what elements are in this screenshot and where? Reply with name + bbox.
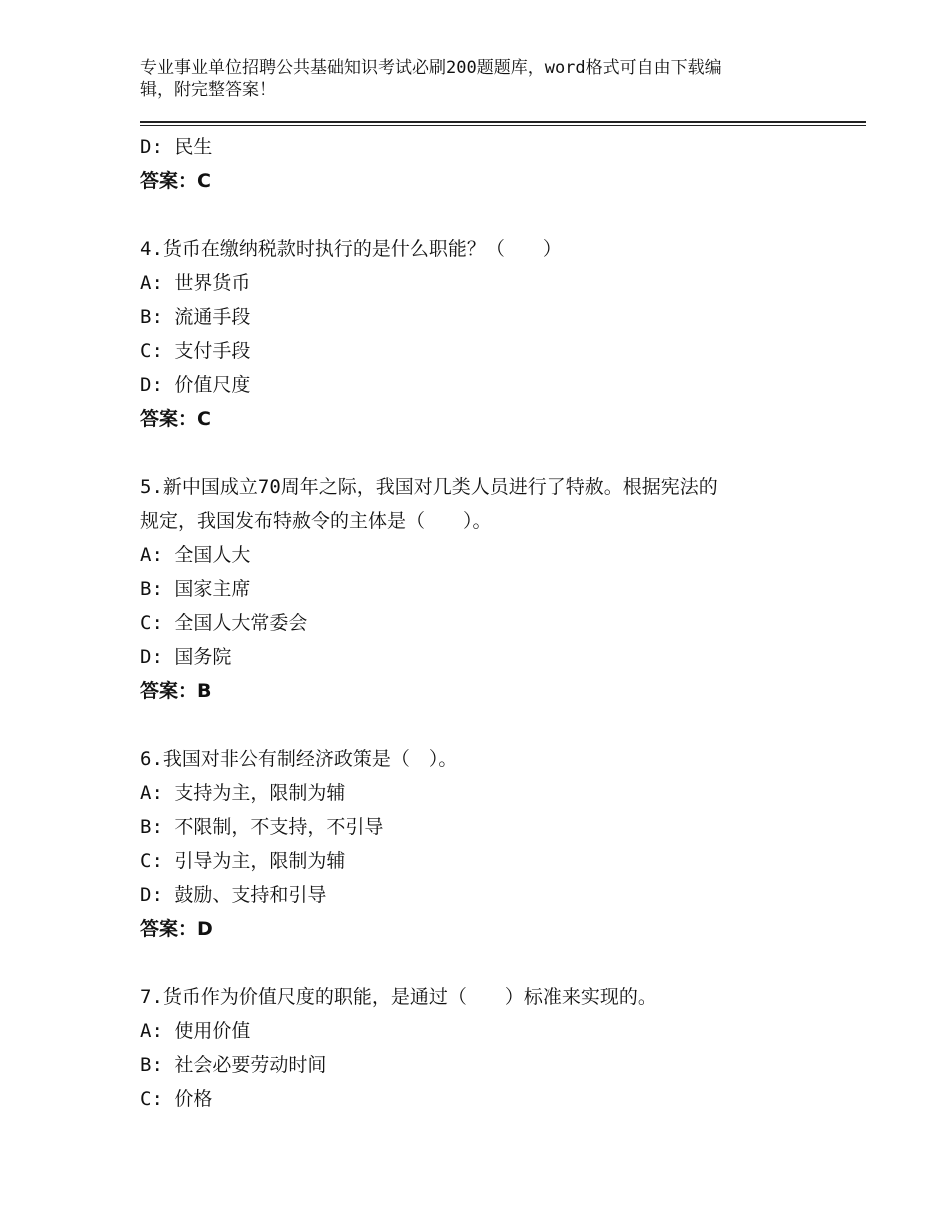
- option-d: D: 国务院: [140, 646, 232, 668]
- answer-line: 答案：C: [140, 170, 211, 192]
- header-divider: [140, 121, 866, 126]
- answer-line: 答案：D: [140, 918, 213, 940]
- option-c: C: 全国人大常委会: [140, 612, 308, 634]
- question-stem: 7.货币作为价值尺度的职能，是通过（ ）标准来实现的。: [140, 986, 657, 1008]
- option-d: D: 鼓励、支持和引导: [140, 884, 327, 906]
- spacer: [140, 198, 820, 232]
- answer-line: 答案：C: [140, 408, 211, 430]
- spacer: [140, 708, 820, 742]
- option-d: D: 民生: [140, 136, 213, 158]
- question-block: [140, 742, 820, 946]
- option-a: A: 全国人大: [140, 544, 251, 566]
- option-a: A: 支持为主，限制为辅: [140, 782, 346, 804]
- spacer: [140, 946, 820, 980]
- option-a: A: 世界货币: [140, 272, 251, 294]
- option-b: B: 不限制，不支持，不引导: [140, 816, 384, 838]
- option-c: C: 价格: [140, 1088, 213, 1110]
- spacer: [140, 436, 820, 470]
- question-block: [140, 232, 820, 436]
- question-stem: 4.货币在缴纳税款时执行的是什么职能？（ ）: [140, 238, 562, 260]
- option-c: C: 引导为主，限制为辅: [140, 850, 346, 872]
- option-b: B: 国家主席: [140, 578, 251, 600]
- option-a: A: 使用价值: [140, 1020, 251, 1042]
- option-c: C: 支付手段: [140, 340, 251, 362]
- option-d: D: 价值尺度: [140, 374, 251, 396]
- question-block: [140, 470, 820, 708]
- document-body: [140, 130, 820, 1116]
- header-line-2: 辑，附完整答案！: [140, 80, 276, 100]
- question-stem: 5.新中国成立70周年之际，我国对几类人员进行了特赦。根据宪法的: [140, 476, 718, 498]
- option-b: B: 流通手段: [140, 306, 251, 328]
- option-b: B: 社会必要劳动时间: [140, 1054, 327, 1076]
- question-block: [140, 980, 820, 1116]
- page-header: [140, 57, 790, 101]
- header-line-1: 专业事业单位招聘公共基础知识考试必刷200题题库，word格式可自由下载编: [140, 58, 722, 78]
- question-stem-continued: 规定，我国发布特赦令的主体是（ ）。: [140, 510, 492, 532]
- answer-line: 答案：B: [140, 680, 212, 702]
- question-stem: 6.我国对非公有制经济政策是（ ）。: [140, 748, 458, 770]
